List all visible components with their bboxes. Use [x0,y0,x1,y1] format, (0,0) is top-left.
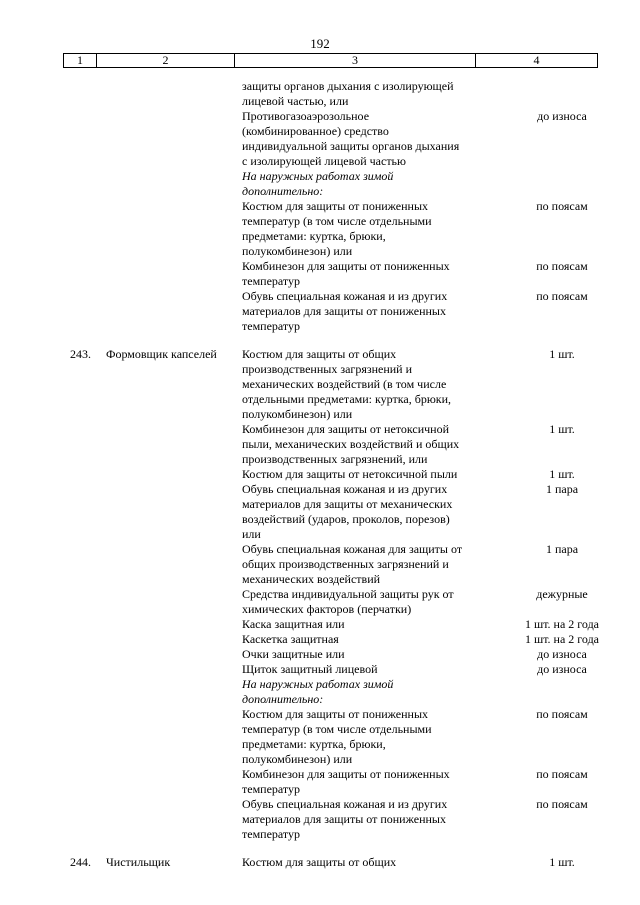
row-number [70,244,106,259]
ppe-item: дополнительно: [242,692,324,706]
row-number [70,229,106,244]
table-row [0,452,640,467]
table-row [0,274,640,289]
ppe-item: механических воздействий (в том числе [242,377,447,391]
profession-name [106,587,242,602]
ppe-item: воздействий (ударов, проколов, порезов) [242,512,450,526]
row-number [70,797,106,812]
issue-norm [482,377,640,392]
table-row [0,244,640,259]
table-row [0,377,640,392]
table-row [0,557,640,572]
profession-name [106,797,242,812]
ppe-item: предметами: куртка, брюки, [242,737,386,751]
table-row [0,855,640,870]
row-number [70,497,106,512]
profession-name [106,737,242,752]
profession-name [106,782,242,797]
column-header-2: 2 [97,54,235,67]
ppe-item: общих производственных загрязнений и [242,557,449,571]
table-row [0,199,640,214]
profession-name [106,94,242,109]
row-number [70,782,106,797]
profession-name [106,692,242,707]
table-row [0,319,640,334]
table-row [0,692,640,707]
profession-name [106,677,242,692]
issue-norm [482,497,640,512]
row-number [70,647,106,662]
ppe-item: Каска защитная или [242,617,345,631]
ppe-item: защиты органов дыхания с изолирующей [242,79,454,93]
issue-norm [482,452,640,467]
ppe-item: полукомбинезон) или [242,752,353,766]
issue-norm [482,737,640,752]
table-row [0,362,640,377]
table-row [0,752,640,767]
ppe-item: Противогазоаэрозольное [242,109,370,123]
row-number [70,289,106,304]
issue-norm: 1 шт. [549,422,575,436]
profession-name [106,557,242,572]
ppe-item: производственных загрязнений и [242,362,413,376]
profession-name [106,662,242,677]
ppe-item: материалов для защиты от механических [242,497,453,511]
profession-name [106,377,242,392]
row-number [70,199,106,214]
ppe-item: На наружных работах зимой [242,677,394,691]
ppe-item: производственных загрязнений, или [242,452,428,466]
issue-norm: 1 шт. на 2 года [524,617,600,631]
ppe-item: с изолирующей лицевой частью [242,154,406,168]
row-number [70,319,106,334]
row-number [70,184,106,199]
profession-name [106,422,242,437]
issue-norm: 1 шт. [549,347,575,361]
profession-name [106,199,242,214]
row-number [70,259,106,274]
issue-norm: по поясам [536,767,588,781]
row-number [70,124,106,139]
ppe-item: отдельными предметами: куртка, брюки, [242,392,452,406]
table-row [0,497,640,512]
profession-name [106,214,242,229]
ppe-item: Костюм для защиты от пониженных [242,199,429,213]
row-number [70,602,106,617]
profession-name [106,392,242,407]
ppe-item: Средства индивидуальной защиты рук от [242,587,454,601]
issue-norm [482,274,640,289]
profession-name [106,722,242,737]
ppe-item: Щиток защитный лицевой [242,662,378,676]
profession-name [106,229,242,244]
row-number [70,437,106,452]
ppe-item: материалов для защиты от пониженных [242,812,446,826]
table-row [0,139,640,154]
profession-name [106,79,242,94]
profession-name [106,319,242,334]
ppe-item: Костюм для защиты от общих [242,347,397,361]
table-row [0,812,640,827]
ppe-item: температур (в том числе отдельными [242,722,432,736]
table-row [0,79,640,94]
table-row [0,782,640,797]
table-row [0,259,640,274]
profession-name [106,512,242,527]
profession-name [106,184,242,199]
issue-norm [482,512,640,527]
row-number [70,109,106,124]
table-row [0,214,640,229]
issue-norm [482,79,640,94]
row-number [70,737,106,752]
profession-name [106,632,242,647]
ppe-item: или [242,527,261,541]
table-row [0,422,640,437]
page-number: 192 [310,36,330,51]
ppe-item: Костюм для защиты от нетоксичной пыли [242,467,458,481]
row-number [70,752,106,767]
profession-name [106,139,242,154]
profession-name [106,452,242,467]
row-number [70,407,106,422]
profession-name [106,407,242,422]
row-number [70,692,106,707]
table-row [0,707,640,722]
issue-norm [482,319,640,334]
row-number [70,557,106,572]
table-header [63,53,598,68]
table-row [0,467,640,482]
ppe-item: Комбинезон для защиты от нетоксичной [242,422,450,436]
profession-name [106,289,242,304]
issue-norm [482,407,640,422]
table-row [0,304,640,319]
row-number [70,392,106,407]
table-row [0,632,640,647]
profession-name [106,752,242,767]
row-number [70,722,106,737]
row-number [70,452,106,467]
ppe-item: Обувь специальная кожаная и из других [242,797,448,811]
issue-norm [482,722,640,737]
profession-name [106,617,242,632]
profession-name [106,467,242,482]
profession-name [106,767,242,782]
issue-norm: до износа [537,647,587,661]
table-row [0,572,640,587]
row-number [70,527,106,542]
table-row [0,722,640,737]
table-row [0,154,640,169]
row-number [70,512,106,527]
table-row [0,542,640,557]
profession-name [106,259,242,274]
table-row [0,662,640,677]
ppe-item: температур [242,827,301,841]
row-number [70,542,106,557]
profession-name: Чистильщик [106,855,171,869]
profession-name [106,602,242,617]
ppe-item: Обувь специальная кожаная и из других [242,289,448,303]
row-number [70,154,106,169]
ppe-item: механических воздействий [242,572,381,586]
row-number [70,707,106,722]
profession-name [106,124,242,139]
ppe-item: полукомбинезон) или [242,407,353,421]
row-number [70,767,106,782]
ppe-item: Обувь специальная кожаная и из других [242,482,448,496]
issue-norm [482,244,640,259]
column-header-4: 4 [533,53,540,67]
profession-name [106,244,242,259]
ppe-item: температур [242,274,301,288]
row-number [70,422,106,437]
row-number [70,467,106,482]
row-number [70,79,106,94]
profession-name [106,109,242,124]
issue-norm: 1 шт. на 2 года [524,632,600,646]
issue-norm [482,184,640,199]
profession-name: Формовщик капселей [106,347,217,361]
table-row [0,512,640,527]
ppe-item: лицевой частью, или [242,94,349,108]
profession-name [106,527,242,542]
table-row [0,169,640,184]
ppe-item: дополнительно: [242,184,324,198]
table-row [0,617,640,632]
issue-norm [482,572,640,587]
ppe-item: химических факторов (перчатки) [242,602,412,616]
profession-name [106,304,242,319]
issue-norm: до износа [537,662,587,676]
table-row [0,797,640,812]
issue-norm: 1 пара [545,542,579,556]
row-number [70,304,106,319]
table-row [0,124,640,139]
table-row [0,347,640,362]
table-row [0,647,640,662]
ppe-item: индивидуальной защиты органов дыхания [242,139,460,153]
ppe-item: (комбинированное) средство [242,124,389,138]
ppe-item: Комбинезон для защиты от пониженных [242,767,450,781]
ppe-item: полукомбинезон) или [242,244,353,258]
table-row [0,482,640,497]
ppe-item: На наружных работах зимой [242,169,394,183]
ppe-item: Комбинезон для защиты от пониженных [242,259,450,273]
issue-norm: до износа [537,109,587,123]
row-number [70,572,106,587]
ppe-item: Каскетка защитная [242,632,339,646]
profession-name [106,482,242,497]
table-row [0,767,640,782]
table-row [0,737,640,752]
table-row [0,602,640,617]
issue-norm [482,752,640,767]
table-row [0,392,640,407]
ppe-item: Очки защитные или [242,647,345,661]
table-row [0,229,640,244]
issue-norm [482,214,640,229]
row-number [70,169,106,184]
ppe-item: пыли, механических воздействий и общих [242,437,460,451]
ppe-item: материалов для защиты от пониженных [242,304,446,318]
row-number [70,362,106,377]
profession-name [106,542,242,557]
issue-norm [482,94,640,109]
issue-norm [482,557,640,572]
profession-name [106,572,242,587]
table-row [0,827,640,842]
table-row [0,677,640,692]
issue-norm [482,304,640,319]
issue-norm: по поясам [536,289,588,303]
table-row [0,587,640,602]
ppe-item: температур [242,319,301,333]
issue-norm [482,229,640,244]
issue-norm [482,782,640,797]
profession-name [106,812,242,827]
table-row [0,109,640,124]
issue-norm [482,527,640,542]
row-number [70,377,106,392]
issue-norm [482,392,640,407]
row-number [70,617,106,632]
column-header-3: 3 [235,54,476,67]
issue-norm [482,169,640,184]
issue-norm: 1 шт. [549,467,575,481]
issue-norm [482,602,640,617]
row-number [70,632,106,647]
ppe-item: Костюм для защиты от пониженных [242,707,429,721]
issue-norm [482,154,640,169]
issue-norm [482,362,640,377]
issue-norm [482,827,640,842]
table-body [0,79,640,870]
profession-name [106,274,242,289]
table-row [0,289,640,304]
row-number [70,482,106,497]
table-row [0,184,640,199]
ppe-item: Обувь специальная кожаная для защиты от [242,542,463,556]
row-number [70,274,106,289]
issue-norm [482,139,640,154]
issue-norm [482,124,640,139]
profession-name [106,437,242,452]
table-row [0,437,640,452]
row-number [70,827,106,842]
table-row [0,527,640,542]
issue-norm: по поясам [536,259,588,273]
issue-norm [482,437,640,452]
issue-norm [482,677,640,692]
row-number [70,812,106,827]
ppe-item: предметами: куртка, брюки, [242,229,386,243]
ppe-item: температур (в том числе отдельными [242,214,432,228]
profession-name [106,827,242,842]
table-row [0,94,640,109]
row-number [70,139,106,154]
profession-name [106,497,242,512]
profession-name [106,169,242,184]
issue-norm: по поясам [536,797,588,811]
column-header-1: 1 [64,54,97,67]
profession-name [106,154,242,169]
profession-name [106,362,242,377]
row-number: 243. [70,347,91,361]
row-number [70,587,106,602]
row-number [70,677,106,692]
row-number [70,662,106,677]
issue-norm [482,812,640,827]
row-number [70,214,106,229]
profession-name [106,707,242,722]
issue-norm [482,692,640,707]
issue-norm: по поясам [536,199,588,213]
issue-norm: 1 шт. [549,855,575,869]
profession-name [106,647,242,662]
ppe-item: Костюм для защиты от общих [242,855,397,869]
row-number: 244. [70,855,91,869]
table-row [0,407,640,422]
ppe-item: температур [242,782,301,796]
issue-norm: дежурные [536,587,588,601]
issue-norm: по поясам [536,707,588,721]
row-number [70,94,106,109]
issue-norm: 1 пара [545,482,579,496]
